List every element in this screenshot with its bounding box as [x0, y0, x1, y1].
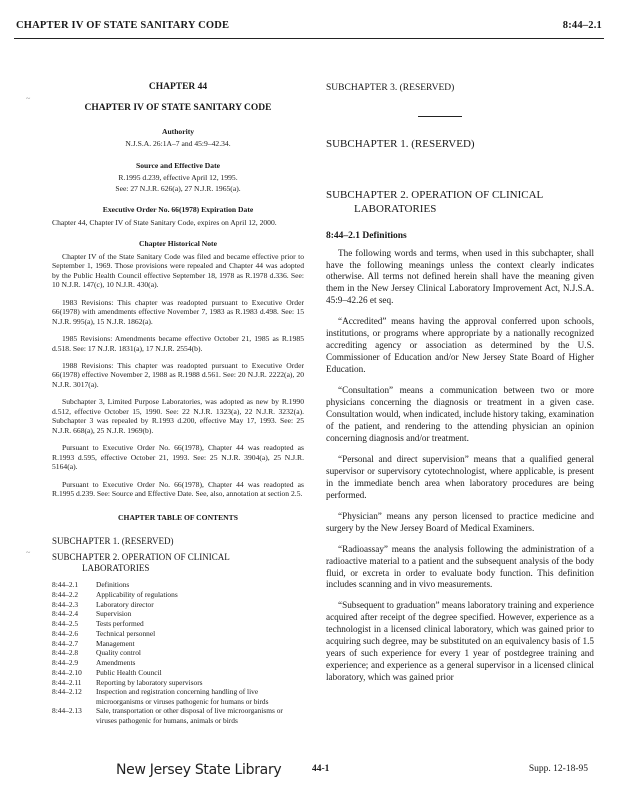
toc-section-number: 8:44–2.1 [52, 580, 79, 590]
toc-subchapter-1: SUBCHAPTER 1. (RESERVED) [52, 536, 174, 547]
toc-section-number: 8:44–2.2 [52, 589, 79, 599]
toc-section-title: Reporting by laboratory supervisors [96, 677, 203, 687]
authority-text: N.J.S.A. 26:1A–7 and 45:9–42.34. [125, 139, 231, 149]
toc-section-number: 8:44–2.6 [52, 628, 79, 638]
toc-entry [52, 590, 304, 599]
historical-paragraph: Chapter IV of the State Sanitary Code was filed and became effective prior to September 1, 1969. Those provisions were repealed and Chapter 44 was adopted by the Public Health Council effective September 18, 1978 as R.1978 d.336. See: 10 N.J.R. 147(c), 10 N.J.R. 430(a). [52, 251, 304, 290]
toc-entry [52, 668, 304, 677]
toc-list [52, 580, 304, 725]
header-chapter-title: CHAPTER IV OF STATE SANITARY CODE [16, 20, 230, 31]
subchapter-2-line: SUBCHAPTER 2. OPERATION OF CLINICAL [326, 188, 544, 201]
subchapter-1-heading: SUBCHAPTER 1. (RESERVED) [326, 138, 475, 151]
toc-section-number: 8:44–2.3 [52, 599, 79, 609]
running-header [14, 12, 604, 42]
toc-section-title: Amendments [96, 658, 136, 668]
historical-paragraph: Subchapter 3, Limited Purpose Laboratories, was adopted as new by R.1990 d.512, effective October 15, 1990. See: 22 N.J.R. 1323(a), 22 N.J.R. 3232(a). Subchapter 3 was repealed by R.1993 d.200, effective May 17, 1993. See: 25 N.J.R. 668(a), 25 N.J.R. 1969(b). [52, 397, 304, 435]
toc-section-number: 8:44–2.12 [52, 687, 82, 697]
definition-paragraph: The following words and terms, when used in this subchapter, shall have the following meanings unless the context clearly indicates otherwise. All terms not defined herein shall have the meaning given them in the New Jersey Clinical Laboratory Improvement Act, N.J.S.A. 45:9–42.26 et seq. [326, 247, 594, 306]
definition-paragraph: “Consultation” means a communication between two or more physicians concerning the diagnosis or treatment in a given case. Consultation would, when indicated, include history taking, examination of the patient, and rendering to the attending physician an opinion concerning diagnosis and/or treatment. [326, 385, 594, 443]
toc-section-number: 8:44–2.5 [52, 619, 79, 629]
supplement-date: Supp. 12-18-95 [528, 764, 588, 774]
toc-section-number: 8:44–2.9 [52, 658, 79, 668]
toc-section-title: Management [96, 638, 135, 648]
toc-section-title: Inspection and registration concerning handling of live microorganisms or viruses pathogenic for humans or birds [96, 687, 269, 706]
separator-rule [418, 116, 462, 117]
toc-section-number: 8:44–2.7 [52, 638, 79, 648]
authority-heading: Authority [161, 126, 195, 136]
toc-section-number: 8:44–2.11 [52, 677, 82, 687]
toc-entry [52, 619, 304, 628]
definition-paragraph: “Physician” means any person licensed to practice medicine and surgery by the New Jersey Board of Medical Examiners. [326, 510, 594, 533]
subchapter-2-line: LABORATORIES [354, 202, 437, 215]
toc-section-title: Technical personnel [96, 628, 156, 638]
section-title: 8:44–2.1 Definitions [326, 231, 407, 242]
definition-paragraph: “Radioassay” means the analysis following the administration of a radioactive material to a patient and the subsequent analysis of the body fluid, or excreta in order to evaluate body function. This definition includes scanning and in vivo measurements. [326, 543, 594, 590]
left-column [52, 82, 304, 762]
toc-entry [52, 629, 304, 638]
toc-entry [52, 600, 304, 609]
toc-entry [52, 687, 304, 706]
historical-paragraph: 1985 Revisions: Amendments became effective October 21, 1985 as R.1985 d.518. See: 17 N.J.R. 1831(a), 17 N.J.R. 2554(b). [52, 334, 304, 353]
subchapter-2-heading [326, 188, 594, 217]
toc-title: CHAPTER TABLE OF CONTENTS [118, 512, 238, 522]
toc-section-number: 8:44–2.8 [52, 648, 79, 658]
toc-subchapter-2-line: SUBCHAPTER 2. OPERATION OF CLINICAL [52, 551, 230, 562]
toc-section-title: Sale, transportation or other disposal of live microorganisms or viruses pathogenic for humans, animals or birds [96, 706, 283, 725]
executive-order-text: Chapter 44, Chapter IV of State Sanitary Code, expires on April 12, 2000. [52, 217, 277, 227]
chapter-title: CHAPTER IV OF STATE SANITARY CODE [84, 102, 272, 113]
toc-section-number: 8:44–2.13 [52, 706, 82, 716]
definition-paragraph: “Accredited” means having the approval conferred upon schools, institutions, or programs where appropriate by a nationally recognized accrediting agency or association as determined by the U.S. Commissioner of Education and/or New Jersey State Board of Higher Education. [326, 316, 594, 375]
toc-section-title: Public Health Council [96, 667, 162, 677]
toc-section-title: Definitions [96, 580, 130, 590]
toc-entry [52, 706, 304, 725]
toc-section-title: Supervision [96, 609, 132, 619]
authority-block [52, 139, 304, 148]
scan-mark: ~ [26, 548, 31, 557]
toc-section-number: 8:44–2.4 [52, 609, 79, 619]
toc-section-title: Laboratory director [96, 599, 154, 609]
historical-paragraph: 1983 Revisions: This chapter was readopted pursuant to Executive Order 66(1978) with amendments effective November 7, 1983 as R.1983 d.498. See: 15 N.J.R. 995(a), 15 N.J.R. 1862(a). [52, 297, 304, 326]
page-number: 44-1 [312, 764, 330, 774]
toc-entry [52, 648, 304, 657]
toc-entry [52, 658, 304, 667]
chapter-number: CHAPTER 44 [148, 82, 208, 92]
historical-paragraph: Pursuant to Executive Order No. 66(1978), Chapter 44 was readopted as R.1995 d.239. See: Source and Effective Date. See, also, annotation at section 2.5. [52, 479, 304, 499]
toc-subchapter-2 [52, 552, 304, 575]
right-column [326, 82, 594, 762]
toc-entry [52, 580, 304, 589]
toc-entry [52, 639, 304, 648]
header-rule [14, 38, 604, 39]
toc-section-title: Tests performed [96, 619, 144, 629]
definition-paragraph: “Subsequent to graduation” means laboratory training and experience acquired after receipt of the degree specified. However, experience as a technologist in a licensed clinical laboratory, which was gained prior to acquiring such degree, may be substituted on an equivalency basis of 1.5 years of such experience for every 1 year of postdegree training and experience; and experience as a general supervisor in a licensed clinical laboratory, which was gained prior [326, 600, 594, 683]
toc-subchapter-2-line: LABORATORIES [82, 562, 150, 573]
toc-section-title: Applicability of regulations [96, 589, 178, 599]
toc-section-title: Quality control [96, 648, 141, 658]
historical-note-heading: Chapter Historical Note [139, 239, 217, 249]
source-block [52, 173, 304, 193]
toc-section-number: 8:44–2.10 [52, 667, 82, 677]
historical-paragraph: 1988 Revisions: This chapter was readopted pursuant to Executive Order 66(1978) effective November 2, 1988 as R.1988 d.561. See: 20 N.J.R. 2222(a), 20 N.J.R. 3017(a). [52, 360, 304, 389]
subchapter-3-heading: SUBCHAPTER 3. (RESERVED) [326, 83, 455, 93]
source-line: See: 27 N.J.R. 626(a), 27 N.J.R. 1965(a). [115, 183, 241, 193]
definition-paragraph: “Personal and direct supervision” means that a qualified general supervisor or supervisory cytotechnologist, where applicable, is present in the immediate bench area when laboratory procedures are being performed. [326, 453, 594, 500]
source-heading: Source and Effective Date [135, 160, 220, 170]
header-section-number: 8:44–2.1 [562, 20, 602, 31]
toc-entry [52, 678, 304, 687]
source-line: R.1995 d.239, effective April 12, 1995. [118, 173, 238, 183]
scan-mark: ~ [26, 94, 31, 103]
executive-order-heading: Executive Order No. 66(1978) Expiration Date [102, 205, 254, 215]
historical-paragraph: Pursuant to Executive Order No. 66(1978), Chapter 44 was readopted as R.1993 d.595, effective October 21, 1993. See: 25 N.J.R. 3904(a), 25 N.J.R. 5164(a). [52, 443, 304, 472]
library-stamp: New Jersey State Library [116, 762, 282, 778]
toc-entry [52, 609, 304, 618]
